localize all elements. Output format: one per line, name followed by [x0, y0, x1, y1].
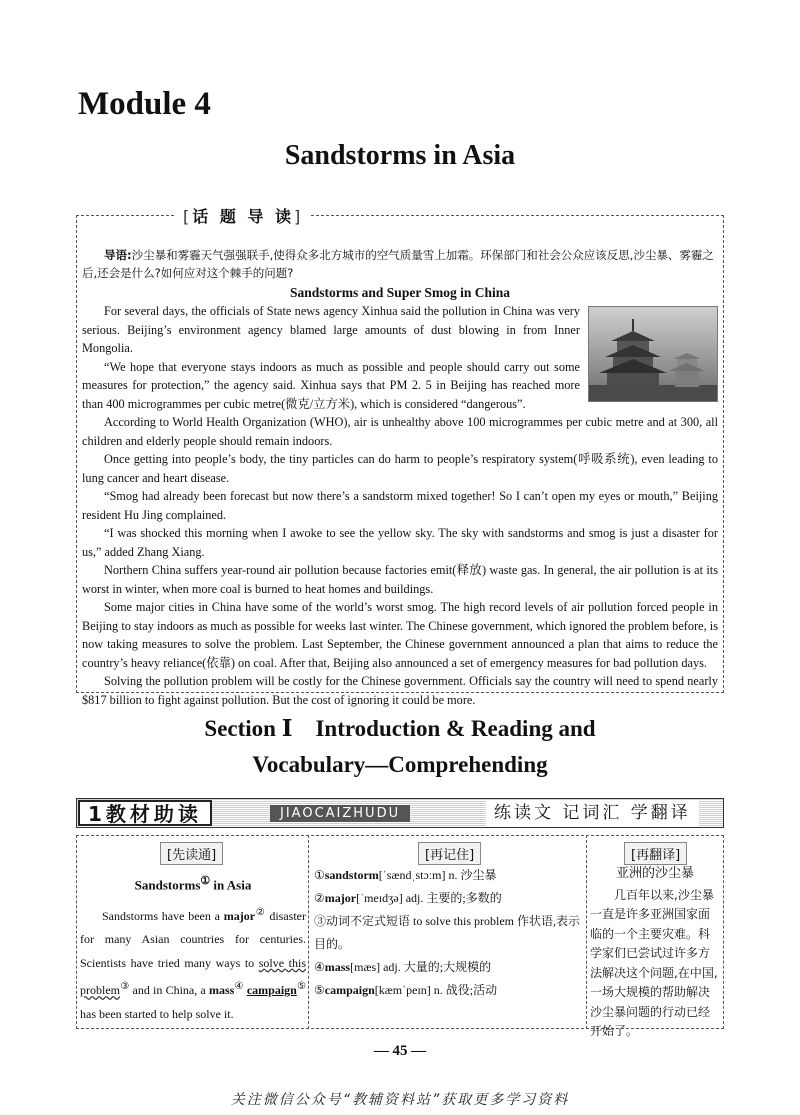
article-title: Sandstorms and Super Smog in China	[290, 285, 510, 300]
column-header-read: [先读通]	[160, 842, 223, 865]
intro-text: 沙尘暴和雾霾天气强强联手,使得众多北方城市的空气质量雪上加霜。环保部门和社会公众应该反思,沙尘暴、雾霾之后,还会是什么?如何应对这个棘手的问题?	[82, 248, 714, 280]
vocab-item: ④mass[mæs] adj. 大量的;大规模的	[314, 960, 492, 974]
pagoda-smog-photo	[588, 306, 718, 402]
module-heading: Module 4	[78, 86, 211, 122]
article-paragraph: According to World Health Organization (WHO), air is unhealthy above 100 microgrammes per cubic metre and at 300, all children and elderly people should remain indoors.	[82, 415, 718, 448]
banner-left-label: 1教材助读	[78, 800, 212, 826]
pagoda-icon	[589, 307, 717, 401]
vocab-item: ⑤campaign[kæmˈpeɪn] n. 战役;活动	[314, 983, 498, 997]
topic-guide-label: [话 题 导 读]	[175, 204, 311, 227]
article-paragraph: Some major cities in China have some of the world’s worst smog. The high record levels of air pollution forced people in Beijing to stay indoors as much as possible for weeks last winter. The Chinese government, which ignored the problem before, is now taking measures to solve the problem. Last September, the Chinese government announced a plan that aims to reduce the country’s heavy reliance(依靠) on coal. After that, Beijing also announced a set of emergency measures for bad pollution days.	[82, 600, 718, 670]
vocab-item: ①sandstorm[ˈsændˌstɔːm] n. 沙尘暴	[314, 868, 497, 882]
article-paragraph: “Smog had already been forecast but now there’s a sandstorm mixed together! So I can’t open my eyes or mouth,” Beijing resident Hu Jing complained.	[82, 489, 718, 522]
intro-paragraph	[82, 246, 716, 282]
reading-title: Sandstorms① in Asia	[134, 875, 252, 893]
section-title-line1: Section Ⅰ Introduction & Reading and	[204, 716, 596, 741]
column-header-translate: [再翻译]	[624, 842, 687, 865]
translation-column	[590, 864, 720, 1042]
footer-note: 关注微信公众号“教辅资料站”获取更多学习资料	[230, 1092, 570, 1108]
translation-title: 亚洲的沙尘暴	[615, 866, 694, 881]
article-body	[82, 302, 718, 709]
reading-text: Sandstorms have been a major② disaster for many Asian countries for centuries. Scientists have tried many ways to solve this problem③ and in China, a mass④ campaign⑤ has been started to help solve it.	[80, 906, 307, 1021]
page-title: Sandstorms in Asia	[284, 140, 516, 171]
article-paragraph: “I was shocked this morning when I awoke to see the yellow sky. The sky with sandstorms and smog is just a disaster for us,” added Zhang Xiang.	[82, 526, 718, 559]
translation-text: 几百年以来,沙尘暴一直是许多亚洲国家面临的一个主要灾难。科学家们已尝试过许多方法解决这个问题,在中国,一场大规模的帮助解决沙尘暴问题的行动已经开始了。	[590, 887, 718, 1038]
page-number: — 45 —	[373, 1043, 427, 1059]
column-divider	[308, 835, 309, 1029]
column-divider	[586, 835, 587, 1029]
vocab-item: ②major[ˈmeɪdʒə] adj. 主要的;多数的	[314, 891, 502, 905]
article-paragraph: Solving the pollution problem will be costly for the Chinese government. Officials say the country will need to spend nearly $817 billion to fight against pollution. But the cost of ignoring it could be more.	[82, 674, 718, 707]
article-paragraph: For several days, the officials of State news agency Xinhua said the pollution in China was very serious. Beijing’s environment agency blamed large amounts of dust blowing in from Inner Mongolia.	[82, 304, 580, 355]
section-title-line2: Vocabulary—Comprehending	[252, 752, 548, 777]
reading-column	[80, 870, 306, 1026]
banner-right-label: 练读文 记词汇 学翻译	[486, 800, 699, 826]
vocabulary-column	[314, 864, 582, 1002]
banner-pinyin: JIAOCAIZHUDU	[270, 805, 410, 822]
column-header-memorize: [再记住]	[418, 842, 481, 865]
vocab-item: ③动词不定式短语 to solve this problem 作状语,表示目的。	[314, 914, 581, 951]
article-paragraph: Once getting into people’s body, the tiny particles can do harm to people’s respiratory system(呼吸系统), even leading to lung cancer and heart disease.	[82, 452, 718, 485]
article-paragraph: Northern China suffers year-round air pollution because factories emit(释放) waste gas. In general, the air pollution is at its worst in winter, when more coal is burned to heat homes and buildings.	[82, 563, 718, 596]
article-paragraph: “We hope that everyone stays indoors as much as possible and people should carry out some measures for protection,” the agency said. Xinhua says that PM 2. 5 in Beijing has reached more than 400 microgrammes per cubic metre(微克/立方米), which is considered “dangerous”.	[82, 359, 580, 411]
intro-label: 导语:	[104, 248, 132, 262]
